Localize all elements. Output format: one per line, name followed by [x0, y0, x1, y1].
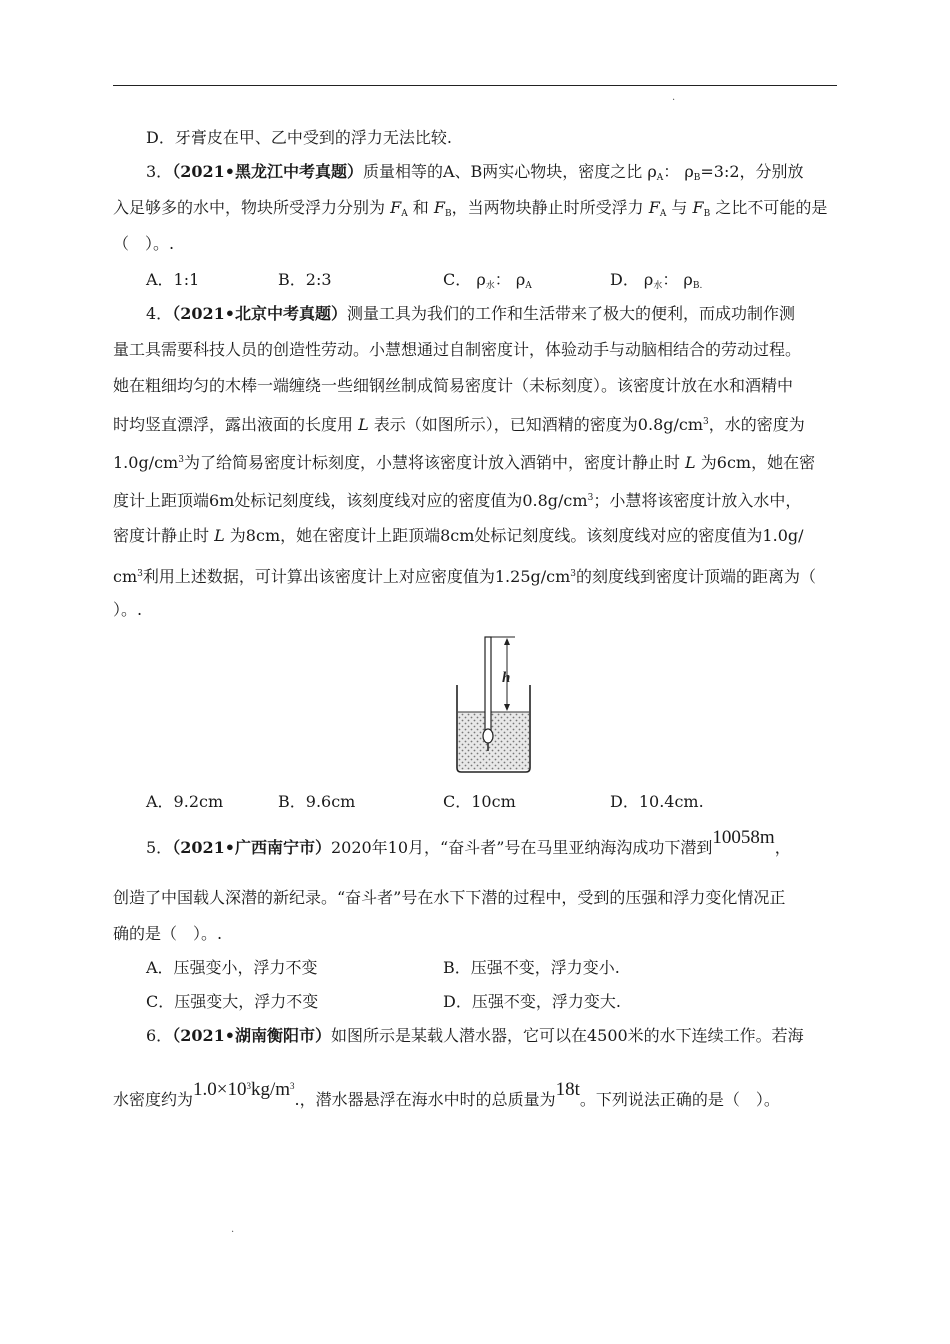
q2-option-d: D．牙膏皮在甲、乙中受到的浮力无法比较.: [146, 128, 452, 147]
q4-number: 4．: [146, 304, 173, 323]
q4-line-2: 量工具需要科技人员的创造性劳动。小慧想通过自制密度计，体验动手与动脑相结合的劳动过程。: [113, 340, 802, 359]
q4-text: 时均竖直漂浮，露出液面的长度用: [113, 415, 359, 434]
q3-text: 入足够多的水中，物块所受浮力分别为: [113, 198, 391, 217]
q6-density-unit-exp: 3: [290, 1081, 295, 1091]
q3-line-3: （ ）。.: [113, 234, 175, 253]
q4-text: 1.0g/cm: [113, 453, 179, 472]
q6-density: [193, 1079, 295, 1100]
q3-text: ： ρ: [663, 162, 694, 181]
q3-var: F: [692, 198, 704, 217]
q4-text: 为了给简易密度计标刻度，小慧将该密度计放入酒销中，密度计静止时: [183, 453, 686, 472]
q6-density-base: 1.0×10: [193, 1079, 247, 1100]
q6-line-2: [113, 1079, 780, 1110]
q3-number: 3．: [146, 162, 173, 181]
arrow-up-icon: [504, 638, 510, 645]
q3-sub: B: [703, 209, 711, 219]
q4-line-7: [113, 526, 804, 546]
q5-line-2: 创造了中国载人深潜的新纪录。“奋斗者”号在水下下潜的过程中，受到的压强和浮力变化情况正: [113, 888, 786, 907]
q4-line-3: 她在粗细均匀的木棒一端缠绕一些细钢丝制成简易密度计（未标刻度）。该密度计放在水和酒精中: [113, 376, 794, 395]
q4-line-1: [146, 304, 795, 324]
q5-option-a[interactable]: A．压强变小，浮力不变: [146, 958, 318, 977]
q4-text: ，水的密度为: [708, 415, 805, 434]
q6-text: 如图所示是某载人潜水器，它可以在4500米的水下连续工作。若海: [330, 1026, 804, 1045]
q4-source: （2021•北京中考真题）: [172, 304, 347, 323]
option-text: C． ρ: [443, 270, 486, 289]
q5-number: 5．: [146, 838, 173, 857]
q5-text: 2020年10月，“奋斗者”号在马里亚纳海沟成功下潜到: [330, 838, 713, 857]
q3-var: F: [433, 198, 445, 217]
q4-sup: 3: [587, 493, 594, 503]
q6-source: （2021•湖南衡阳市）: [172, 1026, 331, 1045]
q4-var: L: [214, 526, 225, 545]
q4-text: cm: [113, 567, 138, 586]
q4-option-c[interactable]: C．10cm: [443, 792, 516, 811]
q4-sup: 3: [178, 455, 184, 465]
q3-option-c[interactable]: [443, 270, 532, 296]
q6-line-1: [146, 1026, 804, 1046]
q4-line-8: [113, 564, 816, 587]
option-text: ： ρ: [662, 270, 693, 289]
q3-text: 和: [407, 198, 434, 217]
q4-text: 利用上述数据，可计算出该密度计上对应密度值为1.25g/cm: [142, 567, 571, 586]
q4-option-b[interactable]: B．9.6cm: [278, 792, 356, 811]
densimeter-figure: [455, 635, 535, 777]
q3-text: ，当两物块静止时所受浮力: [451, 198, 649, 217]
q3-var: F: [390, 198, 402, 217]
arrow-down-icon: [504, 704, 510, 711]
q4-line-5: [113, 450, 815, 473]
q6-density-exp: 3: [246, 1081, 251, 1091]
q3-option-d[interactable]: [610, 270, 702, 296]
q4-option-d[interactable]: D．10.4cm.: [610, 792, 704, 811]
q4-var: L: [358, 415, 369, 434]
q4-text: ；小慧将该密度计放入水中，: [593, 491, 802, 510]
densimeter-rod: [485, 637, 491, 732]
q3-line-1: [146, 162, 804, 188]
q3-text: =3:2，分别放: [700, 162, 804, 181]
option-text: ： ρ: [494, 270, 526, 289]
q6-text: 。下列说法正确的是（ ）。: [579, 1090, 780, 1109]
q3-source: （2021•黑龙江中考真题）: [172, 162, 363, 181]
header-rule: [113, 85, 837, 86]
q4-var: L: [685, 453, 696, 472]
q3-line-2: [113, 198, 827, 224]
header-dot: .: [672, 92, 676, 103]
option-sub: B.: [692, 281, 703, 291]
q4-text: 表示（如图所示），已知酒精的密度为0.8g/cm: [368, 415, 704, 434]
h-label: h: [502, 670, 511, 686]
q5-option-b[interactable]: B．压强不变，浮力变小.: [443, 958, 620, 977]
option-text: D． ρ: [610, 270, 654, 289]
q6-text: 水密度约为: [113, 1090, 194, 1109]
option-sub: 水: [485, 281, 495, 291]
q5-option-c[interactable]: C．压强变大，浮力不变: [146, 992, 319, 1011]
q3-text: 与: [666, 198, 693, 217]
q6-number: 6．: [146, 1026, 173, 1045]
q5-depth: 10058m: [712, 827, 775, 848]
densimeter-bulb: [483, 729, 493, 743]
q4-line-9: ）。.: [113, 600, 143, 619]
q4-line-4: [113, 412, 805, 435]
q3-text: 质量相等的A、B两实心物块，密度之比 ρ: [362, 162, 657, 181]
q5-source: （2021•广西南宁市）: [172, 838, 331, 857]
footer-dot: .: [231, 1224, 235, 1235]
q3-var: F: [648, 198, 660, 217]
q5-line-1: [146, 827, 791, 858]
q4-text: 度计上距顶端6m处标记刻度线，该刻度线对应的密度值为0.8g/cm: [113, 491, 588, 510]
q4-line-6: [113, 488, 801, 511]
q5-text: ，: [774, 838, 791, 857]
q5-option-d[interactable]: D．压强不变，浮力变大.: [443, 992, 621, 1011]
water-liquid: [458, 712, 529, 770]
q4-text: 为6cm，她在密: [695, 453, 816, 472]
q6-density-unit: kg/m: [250, 1079, 291, 1100]
option-sub: A: [525, 281, 532, 291]
q6-text: .，潜水器悬浮在海水中时的总质量为: [294, 1090, 556, 1109]
q4-text: 测量工具为我们的工作和生活带来了极大的便利，而成功制作测: [346, 304, 795, 323]
q4-sup: 3: [703, 417, 709, 427]
option-sub: 水: [653, 281, 663, 291]
q3-sub: A: [659, 209, 667, 219]
q3-sub: A: [656, 173, 664, 183]
q3-sub: B: [445, 209, 452, 219]
q4-option-a[interactable]: A．9.2cm: [146, 792, 224, 811]
q3-option-b[interactable]: B．2:3: [278, 270, 332, 289]
q4-sup: 3: [570, 569, 577, 579]
q3-sub: A: [401, 209, 408, 219]
q4-text: 密度计静止时: [113, 526, 215, 545]
q3-text: 之比不可能的是: [710, 198, 828, 217]
q3-sub: B: [693, 173, 701, 183]
q4-text: 为8cm，她在密度计上距顶端8cm处标记刻度线。该刻度线对应的密度值为1.0g/: [224, 526, 804, 545]
q3-option-a[interactable]: A．1:1: [146, 270, 200, 289]
q5-line-3: 确的是（ ）。.: [113, 924, 223, 943]
q4-text: 的刻度线到密度计顶端的距离为（: [576, 567, 817, 586]
q6-mass: 18t: [555, 1079, 580, 1100]
q4-sup: 3: [137, 569, 143, 579]
